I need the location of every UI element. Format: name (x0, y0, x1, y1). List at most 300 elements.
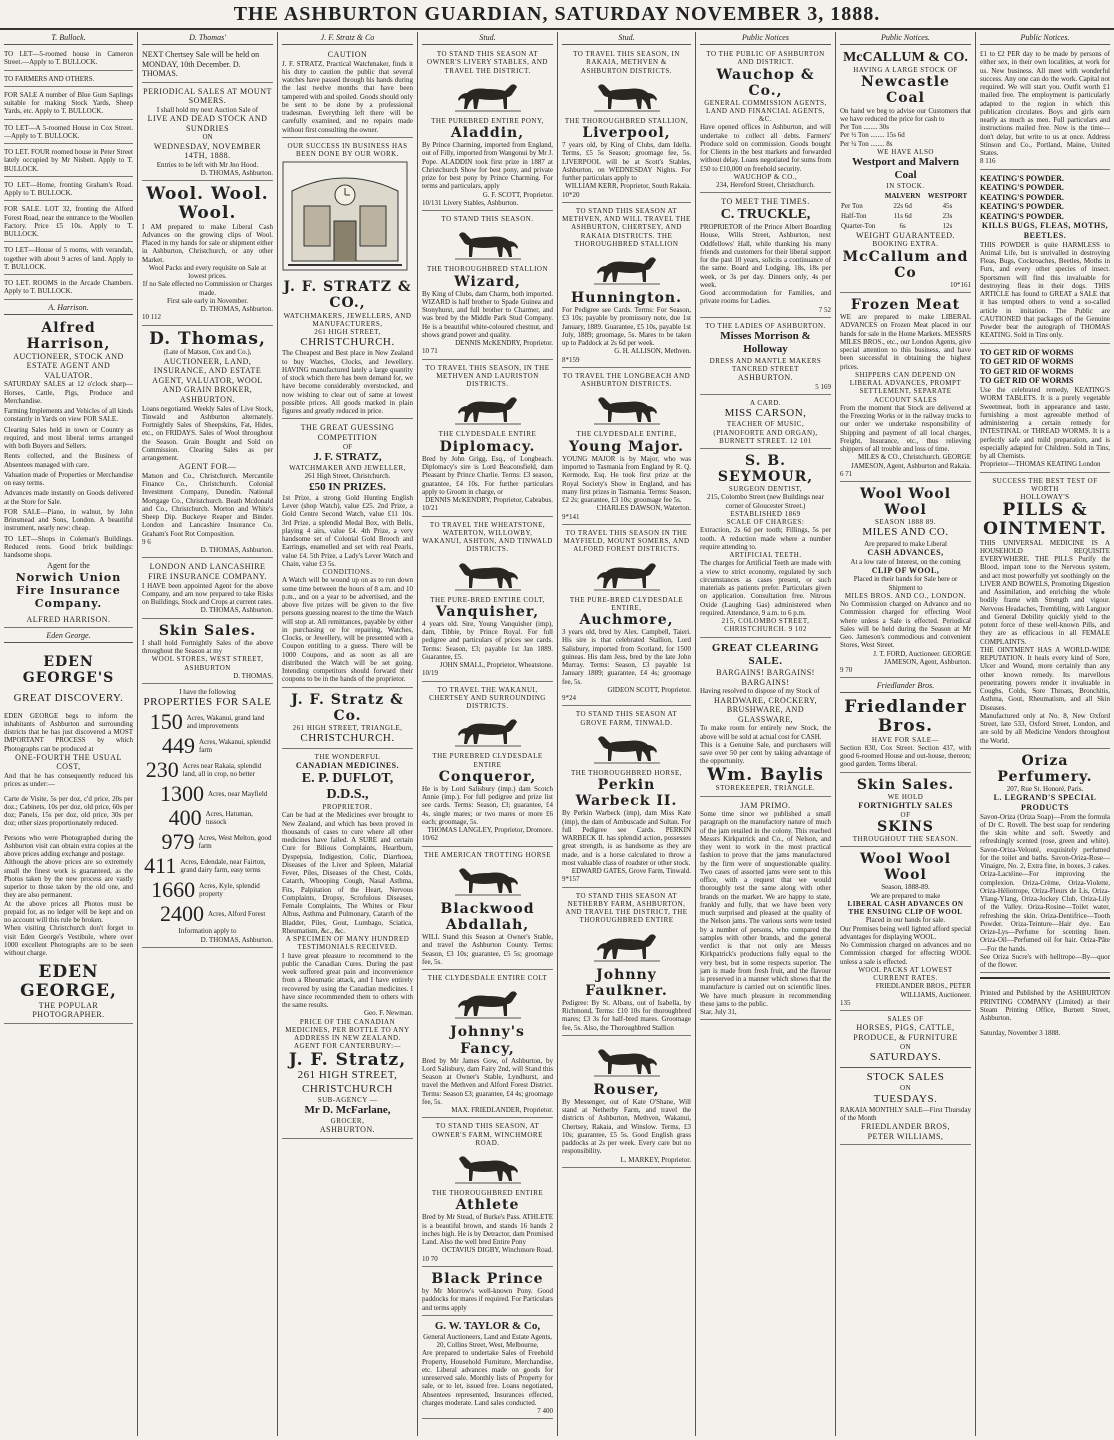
wauchop-sub: GENERAL COMMISSION AGENTS, LAND AND FINANCIAL AGENTS, &C. (704, 98, 827, 124)
sk-skins: SKINS (877, 818, 934, 835)
fm-title: Frozen Meat (850, 296, 961, 313)
mc-ref: 10*161 (950, 280, 971, 289)
mc-table-cell: 12s (942, 221, 953, 230)
stud-sub: THE THOROUGHBRED ENTIRE (431, 1189, 544, 1198)
harrison-line: Rents collected, and the Business of Absentees managed with care. (4, 452, 133, 469)
property-desc: Acres, near Mayfield (208, 790, 268, 799)
bullock-ad-text: TO LET—House of 5 rooms, with verandah, together with about 9 acres of land. Apply to T. BULLOCK. (4, 246, 133, 271)
stock-day: TUESDAYS. (873, 1092, 938, 1105)
thomas-body: Loans negotiated. Weekly Sales of Live Stock, Tinwald and Ashburton alternately. Fortnightly Sales of Sheepskins, Fat, Hides, etc., on FRIDAYS. Sales of Wool throughout the Season. Grain Bought and Sold on Commission. Clearing Sales as per arrangement. (142, 404, 273, 463)
stud-horse-name: Rouser, (593, 1081, 660, 1098)
worms-line: TO GET RID OF WORMS (980, 376, 1074, 386)
seymour-est: ESTABLISHED 1869 (730, 509, 801, 518)
stud-intro: TO TRAVEL THIS SEASON, IN THE METHVEN AND LAURISTON DISTRICTS. (425, 363, 550, 389)
holl-body: THIS UNIVERSAL MEDICINE IS A HOUSEHOLD REQUISITE EVERYWHERE. THE PILLS Purify the Blood, impart tone to the Nervous system, and act most powerfully yet soothingly on the LIVER AND BOWELS, Promoting Digestion and Assimilation, and enriching the whole bodily frame with Strength and vigour. Nervous Headaches, Trembling, with Languor and General Debility quickly yield to the potent force of these well-known Pills, and they are as efficacious in all FEMALE COMPLAINTS. (980, 538, 1110, 646)
holl-name: HOLLOWAY'S (1020, 493, 1070, 502)
seymour-name: S. B. SEYMOUR, (717, 453, 814, 486)
wwb-ref: 135 (840, 998, 851, 1007)
ww-season: SEASON 1888 89. (875, 518, 936, 527)
stratz-sub: WATCHMAKERS, JEWELLERS, AND MANUFACTURERS, (283, 311, 412, 328)
column-head: Public Notices. (980, 32, 1110, 45)
truckle-ref: 7 52 (818, 305, 831, 314)
stud-body: 7 years old, by King of Clubs, dam Idella. Terms, £5 5s Season; groomage fee, 5s. LIVERPOOL will be at Scott's Stables, Ashburton, on WEDNESDAY Nights. For further particulars apply to (562, 141, 691, 183)
chertsey-sale-text: NEXT Chertsey Sale will be held on MONDAY, 10th December. D. THOMAS. (142, 50, 260, 79)
harrison-sign: ALFRED HARRISON. (26, 614, 111, 624)
harrison-line: Clearing Sales held in town or Country as required, and most liberal terms arranged with both Buyers and Sellers. (4, 425, 133, 451)
stud-sign: G. F. SCOTT, Proprietor. (482, 190, 553, 199)
bullock-ad-text: TO FARMERS AND OTHERS. (4, 74, 95, 83)
mc-coal-table (840, 191, 971, 231)
ww-title: Wool Wool Wool (859, 486, 952, 519)
duflot-intro: THE WONDERFUL (314, 753, 381, 762)
thomas-sub: AUCTIONEER, LAND, INSURANCE, AND ESTATE AGENT, VALUATOR, WOOL AND GRAIN BROKER, ASHBURTON. (152, 356, 263, 405)
sk-title: Skin Sales. (856, 776, 955, 793)
guess-prize: £50 IN PRIZES. (309, 480, 386, 493)
shop-engraving-icon (282, 161, 408, 271)
bullock-ad-text: FOR SALE A number of Blue Gum Saplings suitable for making Stock Yards, Sheep Yards, etc. Apply to T. BULLOCK. (4, 90, 133, 116)
stud-ad (562, 890, 691, 1036)
frozen-meat-ad (840, 295, 971, 482)
pw-sign: PETER WILLIAMS, (867, 1131, 944, 1141)
props-list (142, 711, 273, 925)
jam-title: JAM PRIMO. (740, 800, 791, 810)
stud-body: For Pedigree see Cards. Terms: For Season, £3 10s; payable by promissory note, due 1st January, 1889. Guarantee, £5 10s, payable 1st July, 1889; groomage, 5s. Mares to be taken up to Paddock at 2s 6d per week. (562, 306, 691, 348)
mount-somers-date: WEDNESDAY, NOVEMBER 14TH, 1888. (153, 141, 262, 161)
keating-body: THIS POWDER is quite HARMLESS to Animal Life, but is unrivalled in destroying Fleas, Bugs, Cockroaches, Beetles, Moths in Furs, and every other species of insect. Sportsmen will find this invaluable for destroying fleas in their dogs. THIS ARTICLE has found to GREAT a SALE that it has tempted others to vend a so-called article in imitation. The Public are CAUTIONED that packages of the Genuine Powder bear the autograph of THOMAS KEATING. Sold in Tins only. (980, 240, 1110, 340)
jam-article (700, 799, 831, 1021)
harrison-line: Farming Implements and Vehicles of all kinds constantly in Yards on view FOR SALE. (4, 407, 133, 424)
wauchop-intro: TO THE PUBLIC OF ASHBURTON AND DISTRICT. (706, 50, 825, 67)
fb-sign: FRIEDLANDER BROS, (861, 1122, 950, 1132)
taylor-sub: General Auctioneers, Land and Estate Agents, (423, 1332, 552, 1341)
agent-title: AGENT FOR CANTERBURY:— (293, 1042, 402, 1051)
stud-ad (422, 849, 553, 970)
taylor-ad (422, 1318, 553, 1420)
stud-sign: WILLIAM KERR, Proprietor, South Rakaia. (565, 182, 691, 191)
seymour-sub: SURGEON DENTIST, (728, 485, 803, 494)
stud-ad (422, 972, 553, 1118)
wwb-liberal: LIBERAL CASH ADVANCES ON THE ENSUING CLIP OF WOOL (847, 899, 964, 917)
ww-body4: MILES BROS. AND CO., LONDON. (844, 591, 967, 600)
mc-name: McCALLUM & CO. (843, 50, 968, 65)
bullock-ad-text: TO LET. ROOMS in the Arcade Chambers. Apply to T. BULLOCK. (4, 279, 133, 296)
design-caption: OUR SUCCESS IN BUSINESS HAS BEEN DONE BY OUR WORK. (287, 141, 408, 159)
mc-booking: BOOKING EXTRA. (872, 240, 939, 249)
stud-body: 3 years old, bred by Alex. Campbell, Taieri. His sire is that celebrated Stallion, Lord Salisbury, imported from Scotland, for 1500 guineas. His dam Jess, bred by the late John Murray. Terms: Season, £3 payable 1st January 1889; guarantee, £4 4s; groomage fee, 5s. (562, 628, 691, 686)
mc-westport: Westport and Malvern Coal (852, 156, 959, 182)
mc-table-row (840, 201, 971, 211)
stud-body: By King of Clubs, dam Charm, both imported. WIZARD is half brother to Spade Guinea and Stonyhurst, and full brother to Charmer, and was bred by the Middle Park Stud Company. He is a beautiful white-coloured chestnut, and shows grand power and quality. (422, 289, 553, 339)
stud-horse-name: Perkin Warbeck II. (575, 777, 678, 810)
horse-engraving-icon (453, 77, 523, 115)
stud-sub: THE PUREBRED CLYDESDALE ENTIRE (432, 752, 543, 769)
eden-body6: When visiting Christchurch don't forget to visit Eden George's Vestibule, where over 1000 excellent Photographs are to be seen without charge. (4, 924, 133, 958)
stud-ad (422, 519, 553, 682)
stratz2-city: CHRISTCHURCH. (300, 731, 395, 744)
stud-ref: 10/19 (422, 669, 438, 678)
stud-body: Bred by Mr Stead, of Burke's Pass. ATHLETE is a beautiful brown, and stands 16 hands 2 inches high. He is by Detractor, dam Promised Land. Also the well bred Entire Pony (422, 1213, 553, 1247)
macfarlane: Mr D. McFarlane, (304, 1104, 391, 1116)
worms-line: TO GET RID OF WORMS (980, 347, 1074, 357)
stud-ad (422, 213, 553, 360)
card-instr: (PIANOFORTE AND ORGAN), (713, 428, 818, 437)
property-row (142, 711, 273, 733)
stud-body: Bred by John Grigg, Esq., of Longbeach. Diplomacy's sire is Lord Beaconsfield, dam Pleasant by Prince Charlie. Terms: £3 season, guarantee, £4 10s. For further particulars apply to Groom in charge, or (422, 454, 553, 496)
ww-body2: At a low rate of Interest, on the coming (850, 557, 961, 566)
seymour-art: ARTIFICIAL TEETH. (729, 551, 802, 560)
money-ref: 8 116 (980, 157, 996, 166)
worms-ad (980, 346, 1110, 473)
card-addr: BURNETT STREET. 12 101 (719, 436, 812, 445)
props-intro: I have the following (179, 688, 236, 696)
wauchop-name: Wauchop & Co., (716, 66, 815, 99)
baylis-name: Wm. Baylis (707, 764, 824, 785)
holl-title: PILLS & OINTMENT. (983, 500, 1107, 539)
stud-ad (562, 708, 691, 887)
footer-date: Saturday, November 3 1888. (980, 1029, 1061, 1038)
eden-title: EDEN GEORGE'S (22, 654, 115, 687)
bullock-ad (4, 122, 133, 145)
miles-wool-ad (840, 484, 971, 678)
holl-success: SUCCESS THE BEST TEST OF WORTH (992, 476, 1098, 493)
stud-horse-name: Johnny Faulkner. (585, 966, 668, 999)
column-6 (696, 32, 836, 1436)
seymour-ad (700, 451, 831, 638)
mount-somers-sign: D. THOMAS, Ashburton. (200, 169, 273, 178)
stud-horse-name: Black Prince (431, 1270, 544, 1287)
bullock-ad (4, 179, 133, 202)
carson-ad (700, 397, 831, 449)
stud-ad (422, 684, 553, 847)
mc-price-line: Per ½ Ton ........ 15s 6d (840, 131, 905, 140)
agent-list: Matson and Co., Christchurch. Mercantile Finance Co., Christchurch. Colonial Investment Company, Dunedin. National Mortgage Co., Christchurch. Beath Mcdonald and Co., Christchurch. Morton and White's Sheep Dip. Buckeye Reaper and Binder. London and Lancashire Insurance Co. Graham's Foot Rot Composition. (142, 471, 273, 538)
masthead-title: THE ASHBURTON GUARDIAN, SATURDAY NOVEMBER 3, 1888. (233, 3, 881, 25)
mc-table-row (840, 221, 971, 231)
harrison-ad (4, 318, 133, 629)
props-info: Information apply to (178, 927, 237, 936)
horse-engraving-icon (592, 729, 662, 767)
gcs-body2: To make room for entirely new Stock, the above will be sold at actual cost for CASH. (700, 724, 831, 741)
worms-line: TO GET RID OF WORMS (980, 357, 1074, 367)
stud-sign: GIDEON SCOTT, Proprietor. (607, 685, 691, 694)
skin-sales-ad-2 (840, 775, 971, 848)
stud-intro: TO STAND THIS SEASON AT GROVE FARM, TINWALD. (575, 710, 678, 727)
keating-line: KEATING'S POWDER. (980, 202, 1064, 212)
column-7 (836, 32, 976, 1436)
column-head: Friedlander Bros. (840, 680, 971, 693)
stud-sub: THE CLYDESDALE ENTIRE, (576, 430, 677, 439)
eden-name: EDEN GEORGE, (20, 962, 117, 1001)
stud-ref: 9*157 (562, 875, 580, 884)
stud-horse-name: Johnny's Fancy, (450, 1024, 525, 1057)
wwb-body4: No Commission charged on advances and no Commission charged for effecting WOOL unless a sale is effected. (840, 941, 971, 966)
ashburton-label: ASHBURTON. (319, 1125, 376, 1135)
stud-intro: TO STAND THIS SEASON AT OWNER'S LIVERY STABLES, AND TRAVEL THE DISTRICT. (427, 50, 548, 75)
guess-sub: WATCHMAKER AND JEWELLER, (289, 464, 406, 473)
stud-ref: 10 70 (422, 1254, 438, 1263)
stud-intro: TO STAND THIS SEASON. (441, 215, 534, 224)
mc-table-blank (840, 191, 881, 201)
mc-table-head-cell: WESTPORT (927, 191, 968, 200)
seymour-addr: 215, Colombo Street (new Buildings near corner of Gloucester Street.) (707, 493, 824, 510)
props-sign: D. THOMAS, Ashburton. (200, 935, 273, 944)
ww-body3: Placed in their hands for Sale here or Shipment to (853, 575, 958, 592)
thomas-ad (142, 328, 273, 559)
stud-ref: 10/131 Livery Stables, Ashburton. (422, 198, 519, 207)
column-1 (0, 32, 138, 1436)
wwb-body3: Our Premises being well lighted afford special advantages for displaying WOOL. (840, 924, 971, 941)
mc-table-cell: Quarter-Ton (841, 221, 876, 230)
imprint-footer (980, 977, 1110, 1037)
bullock-ad (4, 146, 133, 177)
stud-horse-name: Blackwood Abdallah, (440, 900, 535, 934)
mc-table-row (840, 211, 971, 221)
property-row (142, 735, 273, 757)
stud-sub: THE PURE-BRED ENTIRE COLT, (430, 595, 545, 604)
guess-name: J. F. STRATZ, (313, 450, 382, 463)
truckle-ad (700, 195, 831, 317)
mc-weight: WEIGHT GUARANTEED. (855, 230, 956, 240)
eden-body: EDEN GEORGE begs to inform the inhabitants of Ashburton and surrounding districts that he has just discovered a MOST IMPORTANT PROCESS by which Photographs can be produced at (4, 711, 133, 753)
mc-stock: IN STOCK. (886, 182, 925, 191)
stratz-body: The Cheapest and Best place in New Zealand to buy Watches, Clocks, and Jewellery. HAVING manufactured lately a large quantity of stock which there has been demand for, we have become considerably overstocked, and now wishing to clear out of same at lowest possible prices. All goods marked in plain figures and greatly reduced in price. (282, 349, 413, 416)
horse-engraving-icon (453, 390, 523, 428)
caution-title: CAUTION (327, 50, 368, 59)
property-row (142, 903, 273, 925)
horse-engraving-icon (592, 1042, 662, 1080)
stratz2-addr: 261 HIGH STREET, TRIANGLE, (292, 723, 403, 732)
horse-engraving-icon (453, 712, 523, 750)
bullock-ad-text: TO LET. FOUR roomed house in Peter Street lately occupied by Mr Nisbett. Apply to T. BULLOCK. (4, 148, 133, 173)
stud-ref: 8*159 (562, 355, 580, 364)
money-body: £1 to £2 PER day to be made by persons of either sex, in their own localities, at work for us. New business. All meet with wonderful success. Any one can do the work. Capital not required. We will start you. Outfit worth £1 mailed free. The employment is particularly adapted to the region in which this publication circulates. Boys and girls earn nearly as much as men. Full particulars and instructions mailed free. Now is the time—don't delay, but write to us at once. Address Stinson and Co., Portland, Maine, United States. (980, 50, 1110, 157)
keating-kills: KILLS BUGS, FLEAS, MOTHS, BEETLES. (981, 221, 1109, 241)
bullock-ad (4, 89, 133, 120)
truckle-body: PROPRIETOR of the Prince Albert Boarding House, Wills Street, Ashburton, next Oddfellows' Hall, while thanking his many friends and customers for their liberal support for the past 10 years, solicits a continuance of the same. Board and Lodging, 18s, 18s per week, or 3s per day. Dinners only, 4s per week. (700, 223, 831, 289)
wool-first: First sale early in November. (166, 296, 249, 305)
stud-horse-name: Vanquisher, (435, 603, 540, 620)
eden-prices: Carte de Visite, 5s per doz, c'd price, 20s per doz.; Cabinets, 10s per doz, old price, 60s per doz; Panels, 15s per doz, old price, 30s per doz; other sizes proportionately reduced. (4, 794, 133, 828)
keating-line: KEATING'S POWDER. (980, 192, 1064, 202)
card-name: MISS CARSON, (724, 407, 807, 420)
stud-body: He is by Lord Salisbury (imp.) dam Scotch Annie (imp.). For full pedigree and prize list see cards. Terms: Season, £3; guarantee, £4 4s, single mares; or two mares or more £6 each; groomage, 5s. (422, 784, 553, 826)
eden-discovery: GREAT DISCOVERY. (13, 692, 124, 705)
horse-engraving-icon (592, 77, 662, 115)
wool-comm: If no Sale effected no Commission or Charges made. (142, 280, 273, 297)
skin-sales-ad (142, 621, 273, 684)
mount-somers-title: PERIODICAL SALES AT MOUNT SOMERS. (143, 86, 272, 106)
gcs-items: HARDWARE, CROCKERY, BRUSHWARE, AND GLASSWARE, (714, 695, 817, 724)
mc-table-cell: Half-Ton (841, 211, 867, 220)
bullock-ad (4, 73, 133, 87)
ww-clip: CLIP OF WOOL, (871, 565, 940, 575)
stud-body: YOUNG MAJOR is by Major, who was imported to Tasmania from England by R. Q. Kermode, Esq. He took first prize at the Royal Society's Show in England, and has many first prizes in Tasmania. Terms: Season, £2 2s; guarantee, £3 10s; groomage fee 5s. (562, 454, 691, 505)
stud-sub: THE PURE-BRED CLYDESDALE ENTIRE, (569, 595, 684, 612)
stud-intro: TO STAND THIS SEASON AT NETHERBY FARM, ASHBURTON, AND TRAVEL THE DISTRICT, THE THOROUGHBRED ENTIRE (565, 891, 688, 925)
keating-line: KEATING'S POWDER. (980, 211, 1064, 221)
stud-ad (562, 370, 691, 525)
mc-price-line: Per Ton ........ 30s (840, 123, 889, 132)
stud-sub: THE PUREBRED ENTIRE PONY, (431, 116, 544, 125)
eden-body5: At the above prices all Photos must be prepaid for, as no ledger will be kept and on no account will this rule be broken. (4, 899, 133, 925)
taylor-ref: 7 400 (537, 1407, 553, 1416)
column-3 (278, 32, 418, 1436)
wool-body: I AM prepared to make Liberal Cash Advances on the growing clips of Wool. Placed in my hands for sale or shipment either in Ashburton, Christchurch, or any other Market. (142, 222, 273, 264)
morrison-ad (700, 320, 831, 395)
bullock-ads (4, 48, 133, 300)
duflot-title: CANADIAN MEDICINES. (295, 761, 400, 771)
stud-horse-name: Liverpool, (582, 125, 671, 141)
duflot-ad (282, 751, 413, 1139)
truckle-intro: TO MEET THE TIMES. (721, 197, 810, 207)
stud-intro: TO TRAVEL THE WHEATSTONE, WATERTON, WILLOWBY, WAKANUI, ASHTON, AND TINWALD DISTRICTS. (422, 520, 553, 554)
horse-engraving-icon (453, 225, 523, 263)
stud-intro: TO STAND THIS SEASON AT METHVEN, AND WILL TRAVEL THE ASHBURTON, CHERTSEY, AND RAKAIA DISTRICTS. THE THOROUGHBRED STALLION (562, 206, 691, 248)
property-desc: Acres, Wakanui, splendid farm (198, 738, 271, 755)
agent-city: CHRISTCHURCH (302, 1082, 393, 1095)
caution-ad (282, 48, 413, 138)
stratz2-name: J. F. Stratz & Co. (291, 691, 404, 724)
stud-body: Pedigree: By St. Albans, out of Isabella, by Richmond, Terms: £10 10s for thoroughbred mares; £3 3s for half-bred mares. Groomage fee, 5s. Also, the Thoroughbred Stallion (562, 998, 691, 1032)
stud-body: By Messenger, out of Kate O'Shane, Will stand at Netherby Farm, and travel the districts of Ashburton, Methven, Wakanui, Chertsey, Rakaia, and Winslow. Terms, £3 10s; guarantee, £5 5s. Good English grass paddocks at 2s per week. Every care but no responsibility. (562, 1097, 691, 1156)
seymour-ref: 215, COLOMBO STREET, CHRISTCHURCH. 9 102 (721, 617, 810, 634)
fb-name: Friedlander Bros. (844, 697, 967, 737)
thomas-late: (Late of Matson, Cox and Co.), (163, 348, 252, 357)
wwb-title: Wool Wool Wool (859, 851, 952, 884)
harrison-sub: AUCTIONEER, STOCK AND ESTATE AGENT AND VALUATOR. (13, 351, 124, 380)
horse-engraving-icon (592, 390, 662, 428)
harrison-line: SATURDAY SALES at 12 o'clock sharp—Horses, Cattle, Pigs, Produce and Merchandise. (4, 380, 133, 405)
harrison-line: FOR SALE—Piano, in walnut, by John Brinsmead and Sons, London. A beautiful instrument, nearly new: cheap. (4, 507, 133, 533)
property-row (142, 759, 273, 781)
seymour-body2: The charges for Artificial Teeth are made with a view to strict economy, regulated by such circumstances as cases present, or such materials as patients prefer. Particulars given on application. Consultation free. Nitrous Oxide (Laughing Gas) administered when required. Attendance, 9 a.m. to 6 p.m. (700, 559, 831, 617)
insurance-ad (142, 560, 273, 618)
eden-george-ad (4, 646, 133, 1024)
stud-sign: EDWARD GATES, Grove Farm, Tinwald. (571, 867, 691, 876)
harrison-name: Alfred Harrison, (26, 319, 111, 352)
keating-line: KEATING'S POWDER. (980, 173, 1064, 183)
stud-sub: THE THOROUGHBRED STALLION (426, 265, 549, 274)
agent-addr: 261 HIGH STREET, (297, 1069, 398, 1082)
oriza-agent: See Oriza Sucre's with helltrope—By—quor of the flower. (980, 952, 1110, 970)
mc-also: WE HAVE ALSO (877, 147, 934, 156)
baylis-sub: STOREKEEPER, TRIANGLE. (715, 784, 816, 793)
stud-ad (562, 1038, 691, 1168)
footer-body: Printed and Published by the ASHBURTON PRINTING COMPANY (Limited) at their Steam Printing Office, Burnett Street, Ashburton. (980, 989, 1110, 1023)
property-acres: 150 (149, 709, 183, 735)
mc-table-cell: 23s (942, 211, 953, 220)
testi-title: A SPECIMEN OF MANY HUNDRED TESTIMONIALS RECEIVED. (285, 935, 410, 952)
masthead (0, 0, 1114, 30)
holl-oint: THE OINTMENT HAS A WORLD-WIDE REPUTATION. It heals every kind of Sore, Ulcer and Wound, more certainly than any other known remedy. Its marvellous penetrating powers render it invaluable in Coughs, Colds, Sore Throats, Bronchitis, Asthma, Gout, Rheumatism, and all Skin Diseases. (980, 645, 1110, 712)
oriza-body: Savon-Oriza (Oriza Soap)—From the formula of Dr C. Rovell. The best soap for rendering the skin white and soft. Sweetly and refreshingly scented (rose, green and white). Savon-Oriza-Velouté, exquisitely perfumed for the toilet and baths. Savon-Oriza-Rose—Vinaigre, No. 2, Extra fine, in boxes, 3 cakes. Oriza-Lactéine—For improving the complexion. Oriza-Crème, Oriza-Violette, Oriza-Héliotrope, Oriza-Fleurs de Lis, Oriza-Ylang-Ylang, Oriza-Jockey Club, Oriza-Lily of the Valley. Oriza-Rosine—Toilet water, refreshing the skin. Oriza-Dentifrice—Tooth Powder. Oriza-Teinture—Hair dye. Eau Orize-Lys—Perfume for scenting linen. Oriza-Oil—Perfumed oil for hair. Oriza-Pâte—For the hands. (980, 812, 1110, 953)
stud-horse-name: Wizard, (454, 273, 521, 290)
mc-sub: HAVING A LARGE STOCK OF (853, 66, 958, 75)
stud-sign: JOHN SMALL, Proprietor, Wheatstone. (439, 661, 553, 670)
stratz-city: CHRISTCHURCH. (300, 336, 395, 349)
morrison-sub: DRESS AND MANTLE MAKERS (709, 356, 822, 365)
property-desc: Acres, Edendale, near Fairton, grand dairy farm, easy terms (180, 858, 266, 875)
oriza-title: Oriza Perfumery. (997, 752, 1093, 785)
column-head: D. Thomas' (142, 32, 273, 45)
stud-horse-name: Auchmore, (579, 612, 674, 629)
stud-intro: THE AMERICAN TROTTING HORSE (423, 850, 552, 859)
stud-body: By Perkin Warbeck (imp), dam Miss Kate (imp), the dam of Ambuscade and Sultan. For full Pedigree see Cards. PERKIN WARBECK II. has splendid action, possesses great strength, is as handsome as they are made, and is a horse calculated to throw a most valuable class of roadster or other stock. (562, 809, 691, 867)
testi-body: I have great pleasure to recommend to the public the Canadian Cures. During the past week suffered great pain and inconvenience from a Rheumatic attack, and I have entirely recovered by using the Canadian medicines. I have since recommended them to others with the same results. (282, 951, 413, 1010)
stratz-name: J. F. STRATZ & CO., (283, 279, 412, 312)
horse-engraving-icon (592, 556, 662, 594)
property-desc: Acres, Kyle, splendid property (199, 882, 260, 899)
property-desc: Acres, West Melton, good farm (198, 834, 272, 851)
stud-intro: TO TRAVEL THE LONGBEACH AND ASHBURTON DISTRICTS. (562, 371, 691, 389)
column-head: Stud. (562, 32, 691, 45)
property-desc: Acres, Alford Forest (208, 910, 266, 919)
column-8 (976, 32, 1114, 1436)
bullock-ad (4, 203, 133, 242)
stud-ad (422, 362, 553, 517)
property-acres: 411 (144, 853, 177, 879)
fm-body: WE are prepared to make LIBERAL ADVANCES on Frozen Meat placed in our hands for sale in the Home Markets. MESSRS MILES BROS., etc., our London Agents, give special attention to this business, and have been successful in obtaining the highest prices. (840, 313, 971, 371)
sk-hold: WE HOLD (887, 792, 924, 801)
stock-on: ON (899, 1084, 912, 1093)
taylor-body: Are prepared to undertake Sales of Freehold Property, Household Furniture, Merchandise, etc. Liberal advances made on goods for unreserved sale. Monthly lists of Property for sale, or to let, issued free. Loans negotiated, Absentees represented, Insurances effected, charges moderate. Land sales conducted. (422, 1349, 553, 1407)
oriza-addr: 207, Rue St. Honoré, Paris. (1006, 785, 1084, 794)
props-title: PROPERTIES FOR SALE (143, 696, 272, 709)
stud-ref: 9*24 (562, 694, 576, 703)
mc-price-line: Per ¼ Ton ........ 8s (840, 139, 893, 148)
agent-for: Agent for the (47, 561, 90, 571)
horse-engraving-icon (592, 250, 662, 288)
sub-agent: SUB-AGENCY — (317, 1095, 378, 1104)
agent-name: J. F. Stratz, (288, 1049, 407, 1070)
fm-ship: SHIPPERS CAN DEPEND ON LIBERAL ADVANCES, PROMPT SETTLEMENT, SEPARATE ACCOUNT SALES (849, 370, 962, 404)
stud-ref: 10 71 (422, 347, 438, 356)
stud-ads-col4 (422, 48, 553, 1316)
mc-table-cell: 11s 6d (893, 211, 912, 220)
skins-stores: WOOL STORES, WEST STREET, ASHBURTON (151, 655, 264, 672)
column-head: Stud. (422, 32, 553, 45)
bullock-ad-text: TO LET—A 5-roomed House in Cox Street.—Apply to T. BULLOCK. (4, 123, 133, 140)
sales-on: ON (899, 1042, 912, 1051)
sk-through: THROUGHOUT THE SEASON. (852, 835, 959, 843)
stud-ad (562, 48, 691, 203)
worms-line: TO GET RID OF WORMS (980, 366, 1074, 376)
stud-sign: DENNIS McKENDRY, Proprietor. (455, 339, 553, 348)
guess-title: THE GREAT GUESSING COMPETITION (300, 423, 395, 443)
wauchop-sign: WAUCHOP & CO., (733, 172, 798, 181)
gcs-body: Having resolved to dispose of my Stock of (700, 687, 820, 696)
worms-sign: Proprietor—THOMAS KEATING London (980, 460, 1101, 469)
sk-fort: FORTNIGHTLY SALES (858, 801, 953, 811)
property-desc: Acres near Rakaia, splendid land, all in crop, no better (182, 762, 262, 779)
stud-horse-name: Diplomacy. (439, 438, 536, 455)
column-head: J. F. Stratz & Co (282, 32, 413, 45)
stratz2-ad (282, 690, 413, 750)
property-row (142, 831, 273, 853)
gcs-bargains: BARGAINS! BARGAINS! BARGAINS! (716, 668, 815, 687)
property-acres: 449 (161, 733, 195, 759)
truckle-name: C. TRUCKLE, (720, 207, 811, 223)
mount-somers-entries: Entries to be left with Mr Jno Hood. (156, 160, 259, 169)
wwb-packs: WOOL PACKS AT LOWEST CURRENT RATES. (858, 965, 953, 983)
skins-body: I shall hold Fortnightly Sales of the above throughout the Season at my (142, 638, 273, 655)
property-row (142, 807, 273, 829)
morrison-name: Misses Morrison & Holloway (720, 330, 811, 356)
bullock-ad (4, 48, 133, 71)
bullock-ad-text: FOR SALE. LOT 32, fronting the Alford Forest Road, near the entrance to the Woollen Factory. Price £5 10s. Apply to T. BULLOCK. (4, 205, 133, 238)
wool-title: Wool. Wool. Wool. (146, 184, 269, 224)
horse-engraving-icon (453, 1149, 523, 1187)
